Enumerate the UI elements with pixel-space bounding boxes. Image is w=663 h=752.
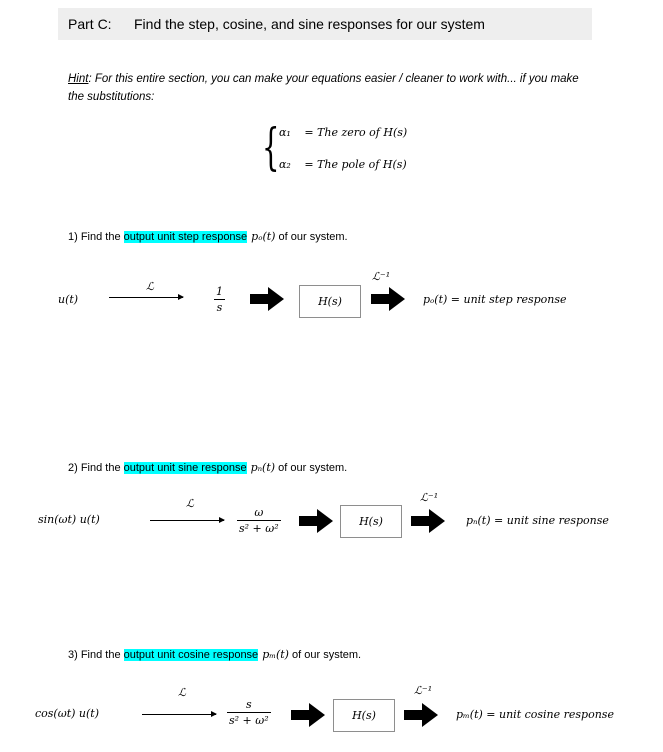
substitution-1 xyxy=(279,126,407,139)
right-arrow-icon xyxy=(371,287,405,311)
hint-line-1 xyxy=(68,73,579,85)
q2-transform xyxy=(237,506,281,535)
part-label: Part C: xyxy=(68,16,112,32)
question-2-prefix: 2) Find the xyxy=(68,462,124,474)
q2-input: sin(ωt) u(t) xyxy=(38,513,100,526)
q2-system-block: H(s) xyxy=(340,505,402,538)
q2-laplace-arrow xyxy=(150,520,224,521)
q3-laplace-arrow xyxy=(142,714,216,715)
question-3 xyxy=(68,648,361,661)
q2-output: pₙ(t) = unit sine response xyxy=(466,514,609,527)
q2-laplace-symbol: ℒ xyxy=(186,497,194,510)
q1-tf-bar xyxy=(214,299,225,300)
right-arrow-icon xyxy=(404,703,438,727)
q3-inverse-laplace: ℒ⁻¹ xyxy=(414,684,433,697)
q1-tf-num: 1 xyxy=(216,285,223,298)
question-2-suffix: of our system. xyxy=(275,462,348,474)
hint-text-1: : For this entire section, you can make your equations easier / cleaner to work with... if you make xyxy=(88,73,579,85)
q1-laplace-symbol: ℒ xyxy=(146,280,154,293)
right-arrow-icon xyxy=(250,287,284,311)
substitution-2 xyxy=(279,158,407,171)
q2-inverse-laplace: ℒ⁻¹ xyxy=(420,491,439,504)
q1-output: pₒ(t) = unit step response xyxy=(423,293,567,306)
right-arrow-icon xyxy=(299,509,333,533)
q3-tf-bar xyxy=(227,712,271,713)
q2-tf-den: s² + ω² xyxy=(239,522,279,535)
q3-tf-den: s² + ω² xyxy=(229,714,269,727)
question-1-highlight: output unit step response xyxy=(123,231,248,243)
q3-transform xyxy=(227,698,271,727)
question-3-highlight: output unit cosine response xyxy=(123,649,259,661)
q3-tf-num: s xyxy=(246,698,252,711)
question-1-prefix: 1) Find the xyxy=(68,231,124,243)
question-3-prefix: 3) Find the xyxy=(68,649,124,661)
q3-input: cos(ωt) u(t) xyxy=(35,707,99,720)
q3-system-block: H(s) xyxy=(333,699,395,732)
alpha-1-def: = The zero of H(s) xyxy=(304,126,408,139)
hint-label: Hint xyxy=(68,73,89,85)
q1-system-block: H(s) xyxy=(299,285,361,318)
left-brace: { xyxy=(262,118,280,176)
q1-input: u(t) xyxy=(58,293,79,306)
q2-tf-num: ω xyxy=(254,506,264,519)
q1-tf-den: s xyxy=(216,301,223,314)
alpha-2: α₂ xyxy=(279,158,291,171)
q3-output: pₘ(t) = unit cosine response xyxy=(456,708,614,721)
hint-line-2: the substitutions: xyxy=(68,91,155,103)
page-title: Find the step, cosine, and sine responses for our system xyxy=(134,16,485,32)
question-3-suffix: of our system. xyxy=(288,649,362,661)
question-1-symbol: pₒ(t) xyxy=(251,230,276,243)
q1-inverse-laplace: ℒ⁻¹ xyxy=(372,270,391,283)
question-1-suffix: of our system. xyxy=(275,231,348,243)
question-2-highlight: output unit sine response xyxy=(123,462,247,474)
q1-laplace-arrow xyxy=(109,297,183,298)
question-3-symbol: pₘ(t) xyxy=(262,648,289,661)
right-arrow-icon xyxy=(411,509,445,533)
question-2 xyxy=(68,461,347,474)
right-arrow-icon xyxy=(291,703,325,727)
question-1 xyxy=(68,230,348,243)
alpha-2-def: = The pole of H(s) xyxy=(304,158,407,171)
q2-tf-bar xyxy=(237,520,281,521)
question-2-symbol: pₙ(t) xyxy=(250,461,276,474)
part-header xyxy=(58,8,592,40)
q1-transform xyxy=(214,285,225,314)
alpha-1: α₁ xyxy=(279,126,291,139)
q3-laplace-symbol: ℒ xyxy=(178,686,186,699)
